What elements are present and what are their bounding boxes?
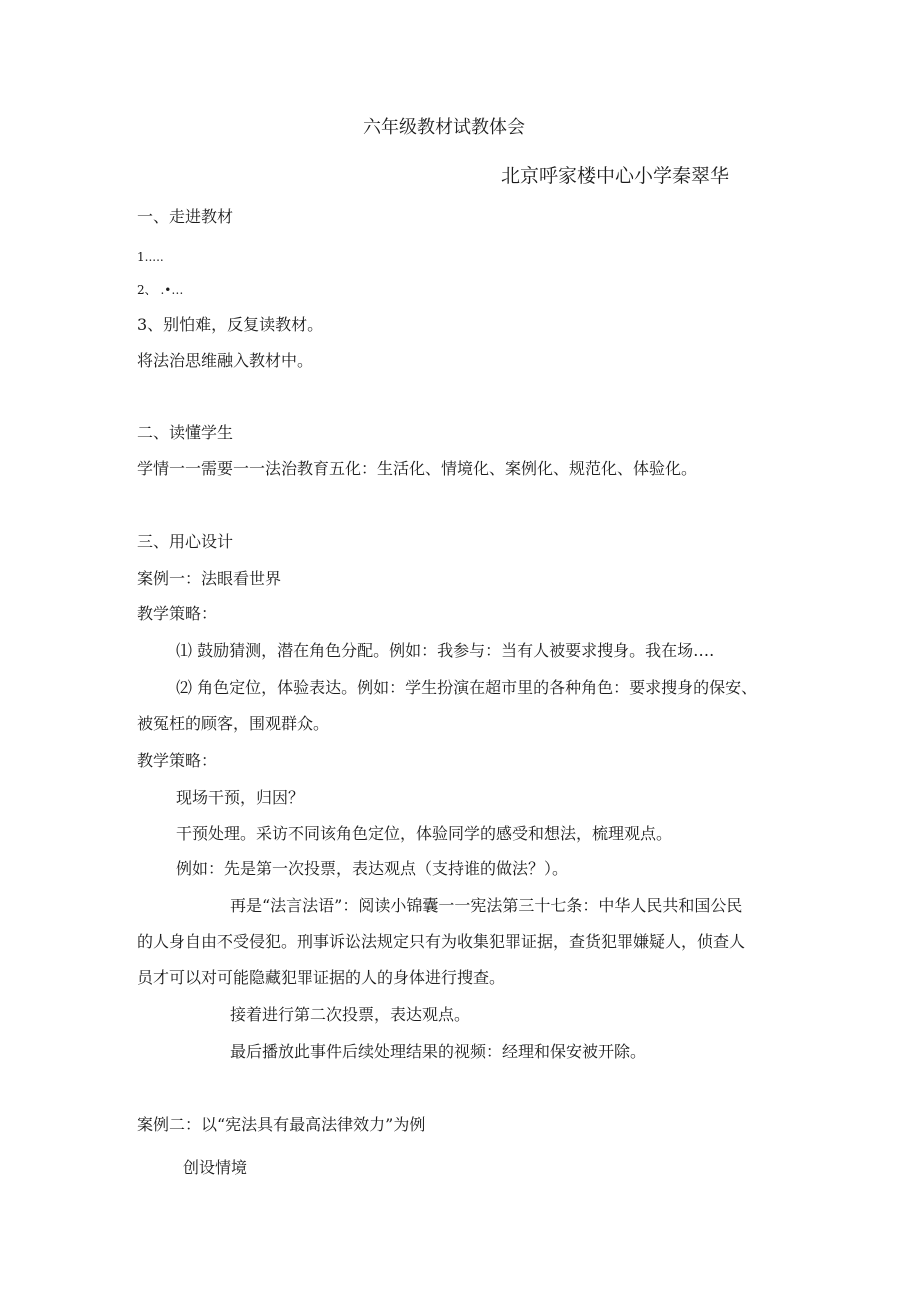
strategy-label-2: 教学策略： [137, 751, 218, 770]
law-paragraph-line1: 再是“法言法语”：阅读小锦囊一一宪法第三十七条：中华人民共和国公民 [230, 896, 743, 915]
process-line: 干预处理。采访不同该角色定位，体验同学的感受和想法，梳理观点。 [176, 824, 673, 843]
section2-heading: 二、读懂学生 [137, 423, 234, 442]
case1-title: 案例一：法眼看世界 [137, 569, 282, 588]
strategy-item-2: ⑵ 角色定位，体验表达。例如：学生扮演在超市里的各种角色：要求搜身的保安、 [176, 678, 758, 697]
section1-note: 将法治思维融入教材中。 [137, 351, 314, 370]
strategy-item-1: ⑴ 鼓励猜测，潜在角色分配。例如：我参与：当有人被要求搜身。我在场…. [176, 641, 715, 660]
list-item-2: 2、 .•… [137, 283, 184, 297]
author-line: 北京呼家楼中心小学秦翠华 [501, 165, 730, 187]
case2-title: 案例二：以“宪法具有最高法律效力”为例 [137, 1115, 426, 1134]
vote-example-line: 例如：先是第一次投票，表达观点（支持谁的做法？）。 [176, 859, 569, 878]
law-paragraph-line3: 员才可以对可能隐藏犯罪证据的人的身体进行搜查。 [137, 968, 506, 987]
intervene-line: 现场干预，归因？ [176, 788, 305, 807]
document-title: 六年级教材试教体会 [363, 117, 525, 138]
strategy-label-1: 教学策略： [137, 604, 218, 623]
law-paragraph-line2: 的人身自由不受侵犯。刑事诉讼法规定只有为收集犯罪证据，查货犯罪嫌疑人，侦查人 [137, 932, 746, 951]
list-item-1: 1..... [137, 250, 164, 264]
strategy-item-2-cont: 被冤枉的顾客，围观群众。 [137, 714, 330, 733]
section2-text: 学情一一需要一一法治教育五化：生活化、情境化、案例化、规范化、体验化。 [137, 459, 698, 478]
second-vote-line: 接着进行第二次投票，表达观点。 [230, 1005, 471, 1024]
section3-heading: 三、用心设计 [137, 532, 234, 551]
list-item-3: 3、别怕难，反复读教材。 [137, 315, 324, 334]
create-scene-line: 创设情境 [183, 1158, 248, 1177]
section1-heading: 一、走进教材 [137, 207, 234, 226]
video-line: 最后播放此事件后续处理结果的视频：经理和保安被开除。 [230, 1042, 647, 1061]
